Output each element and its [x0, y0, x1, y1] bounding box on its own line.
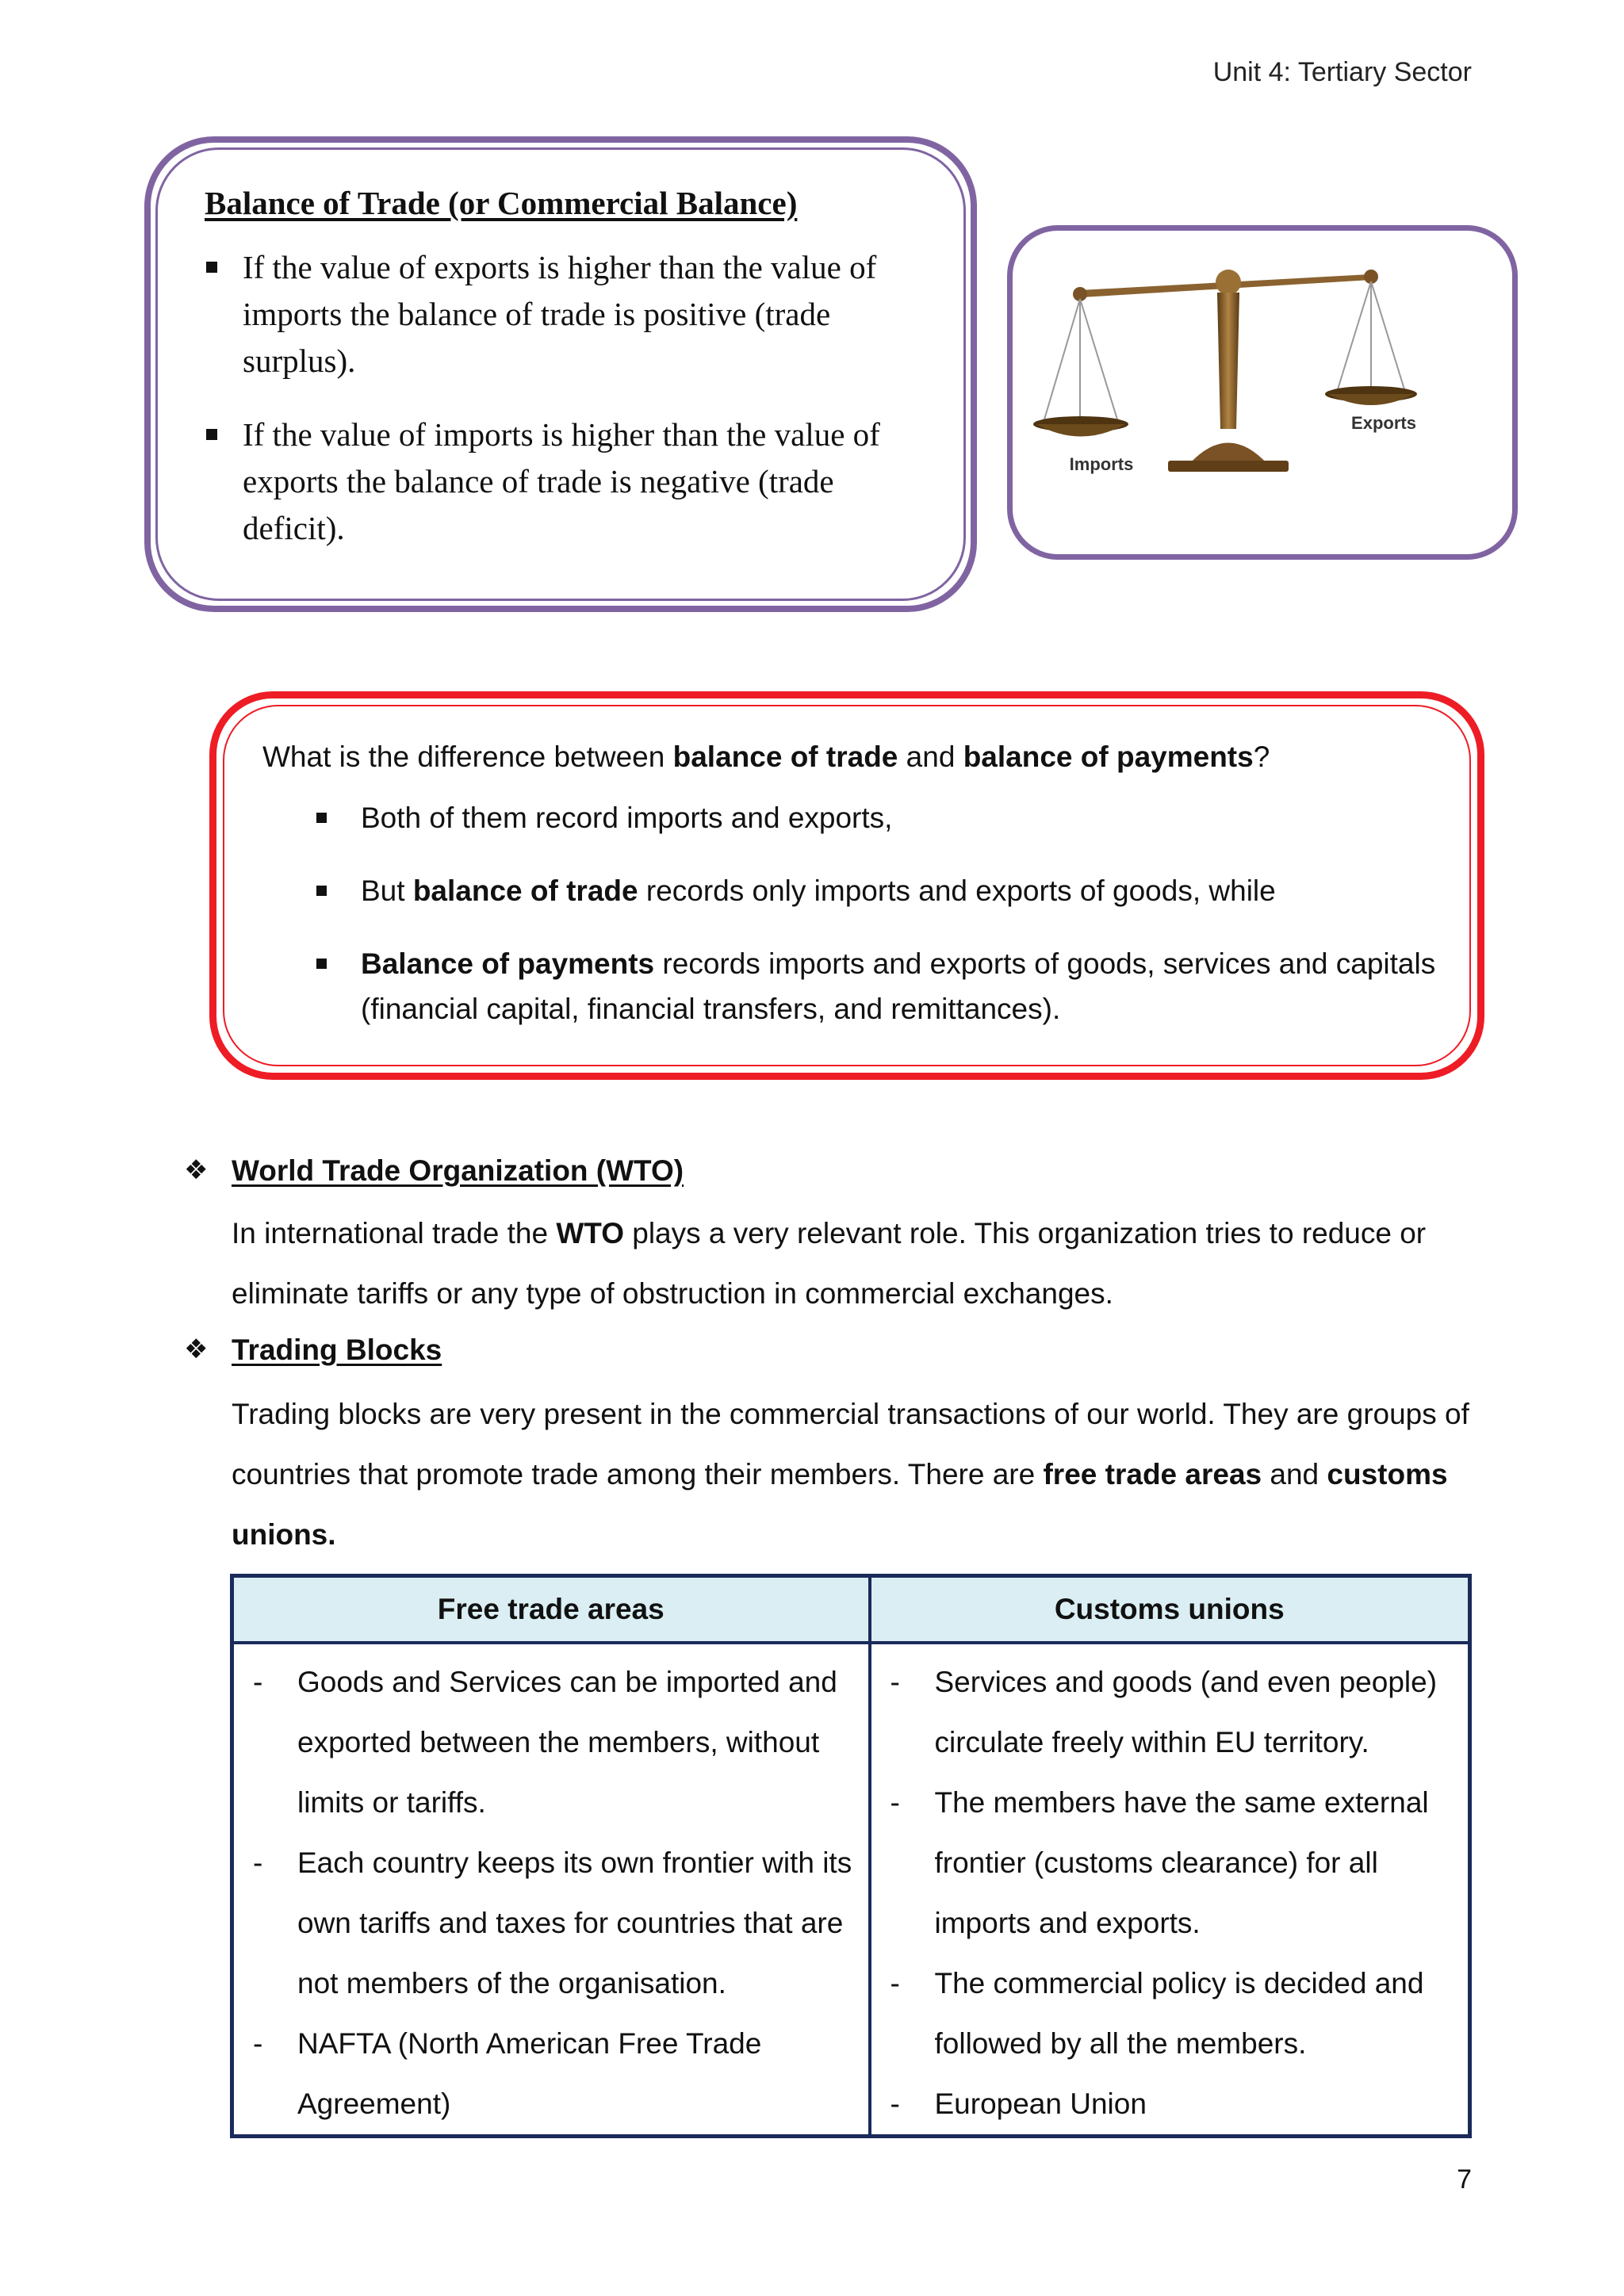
balance-scale-image	[1013, 231, 1512, 554]
exports-label: Exports	[1351, 413, 1416, 433]
scale-pillar	[1217, 293, 1239, 429]
list-item	[313, 795, 1446, 840]
list-item: - The commercial policy is decided and followed by all the members.	[891, 1954, 1453, 2074]
wto-paragraph	[232, 1203, 1484, 1324]
list-item: - Goods and Services can be imported and exported between the members, without limits or tariffs.	[253, 1652, 852, 1833]
list-item	[313, 868, 1446, 913]
list-item: If the value of imports is higher than the value of exports the balance of trade is negative (trade deficit).	[205, 411, 923, 552]
item-text: records only imports and exports of goods, while	[638, 874, 1276, 907]
table-row	[232, 1643, 1470, 2137]
difference-box	[209, 691, 1484, 1080]
question-bold-term: balance of trade	[672, 740, 898, 773]
free-trade-areas-cell	[232, 1643, 870, 2137]
list-item: If the value of exports is higher than the value of imports the balance of trade is positive (trade surplus).	[205, 244, 923, 385]
list-item: - Each country keeps its own frontier with its own tariffs and taxes for countries that are not members of the organisation.	[253, 1833, 852, 2014]
paragraph-text: plays a very relevant role. This organization tries to reduce or eliminate tariffs or any type of obstruction in commercial exchanges.	[232, 1217, 1427, 1310]
list-item: - The members have the same external frontier (customs clearance) for all imports and exports.	[891, 1773, 1453, 1954]
question-text: ?	[1253, 740, 1270, 773]
wto-heading: World Trade Organization (WTO)	[232, 1154, 684, 1187]
list-item: - NAFTA (North American Free Trade Agreement)	[253, 2014, 852, 2134]
list-item	[313, 941, 1446, 1031]
paragraph-text: In international trade the	[232, 1217, 557, 1249]
running-header: Unit 4: Tertiary Sector	[1212, 57, 1472, 87]
item-text: Both of them record imports and exports,	[361, 802, 893, 834]
paragraph-text: Trading blocks are very present in the commercial transactions of our world. They are groups of countries that promote trade among their members. There are	[232, 1398, 1469, 1490]
trading-blocks-paragraph	[232, 1384, 1484, 1565]
header-free-trade-areas: Free trade areas	[232, 1576, 870, 1644]
balance-of-trade-box	[144, 136, 977, 612]
diamond-bullet-icon: ❖	[184, 1155, 209, 1185]
question-bold-term: balance of payments	[963, 740, 1254, 773]
header-customs-unions: Customs unions	[870, 1576, 1470, 1644]
customs-unions-cell	[870, 1643, 1470, 2137]
difference-question	[262, 737, 1446, 778]
imports-label: Imports	[1069, 454, 1134, 474]
list-item: - Services and goods (and even people) circulate freely within EU territory.	[891, 1652, 1453, 1773]
balance-of-trade-list	[205, 244, 923, 552]
difference-list	[262, 795, 1446, 1031]
item-bold-term: balance of trade	[412, 874, 638, 907]
trading-blocks-heading: Trading Blocks	[232, 1334, 442, 1366]
free-trade-areas-list	[253, 1652, 852, 2134]
paragraph-text: and	[1262, 1458, 1327, 1490]
page-number: 7	[1457, 2164, 1472, 2195]
question-text: and	[898, 740, 963, 773]
diamond-bullet-icon: ❖	[184, 1334, 209, 1364]
question-text: What is the difference between	[262, 740, 673, 773]
table-header-row	[232, 1576, 1470, 1644]
scale-image-frame	[1007, 225, 1518, 560]
trade-blocks-table	[230, 1574, 1472, 2138]
item-bold-term: Balance of payments	[361, 947, 655, 980]
paragraph-bold-term: free trade areas	[1043, 1458, 1262, 1490]
list-item: - European Union	[891, 2074, 1453, 2134]
paragraph-bold-term: customs unions.	[232, 1458, 1448, 1551]
item-text: But	[361, 874, 413, 907]
item-text: records imports and exports of goods, services and capitals (financial capital, financial transfers, and remittances).	[361, 947, 1436, 1025]
customs-unions-list	[891, 1652, 1453, 2134]
balance-of-trade-title: Balance of Trade (or Commercial Balance)	[205, 185, 798, 221]
paragraph-bold-term: WTO	[556, 1217, 624, 1249]
